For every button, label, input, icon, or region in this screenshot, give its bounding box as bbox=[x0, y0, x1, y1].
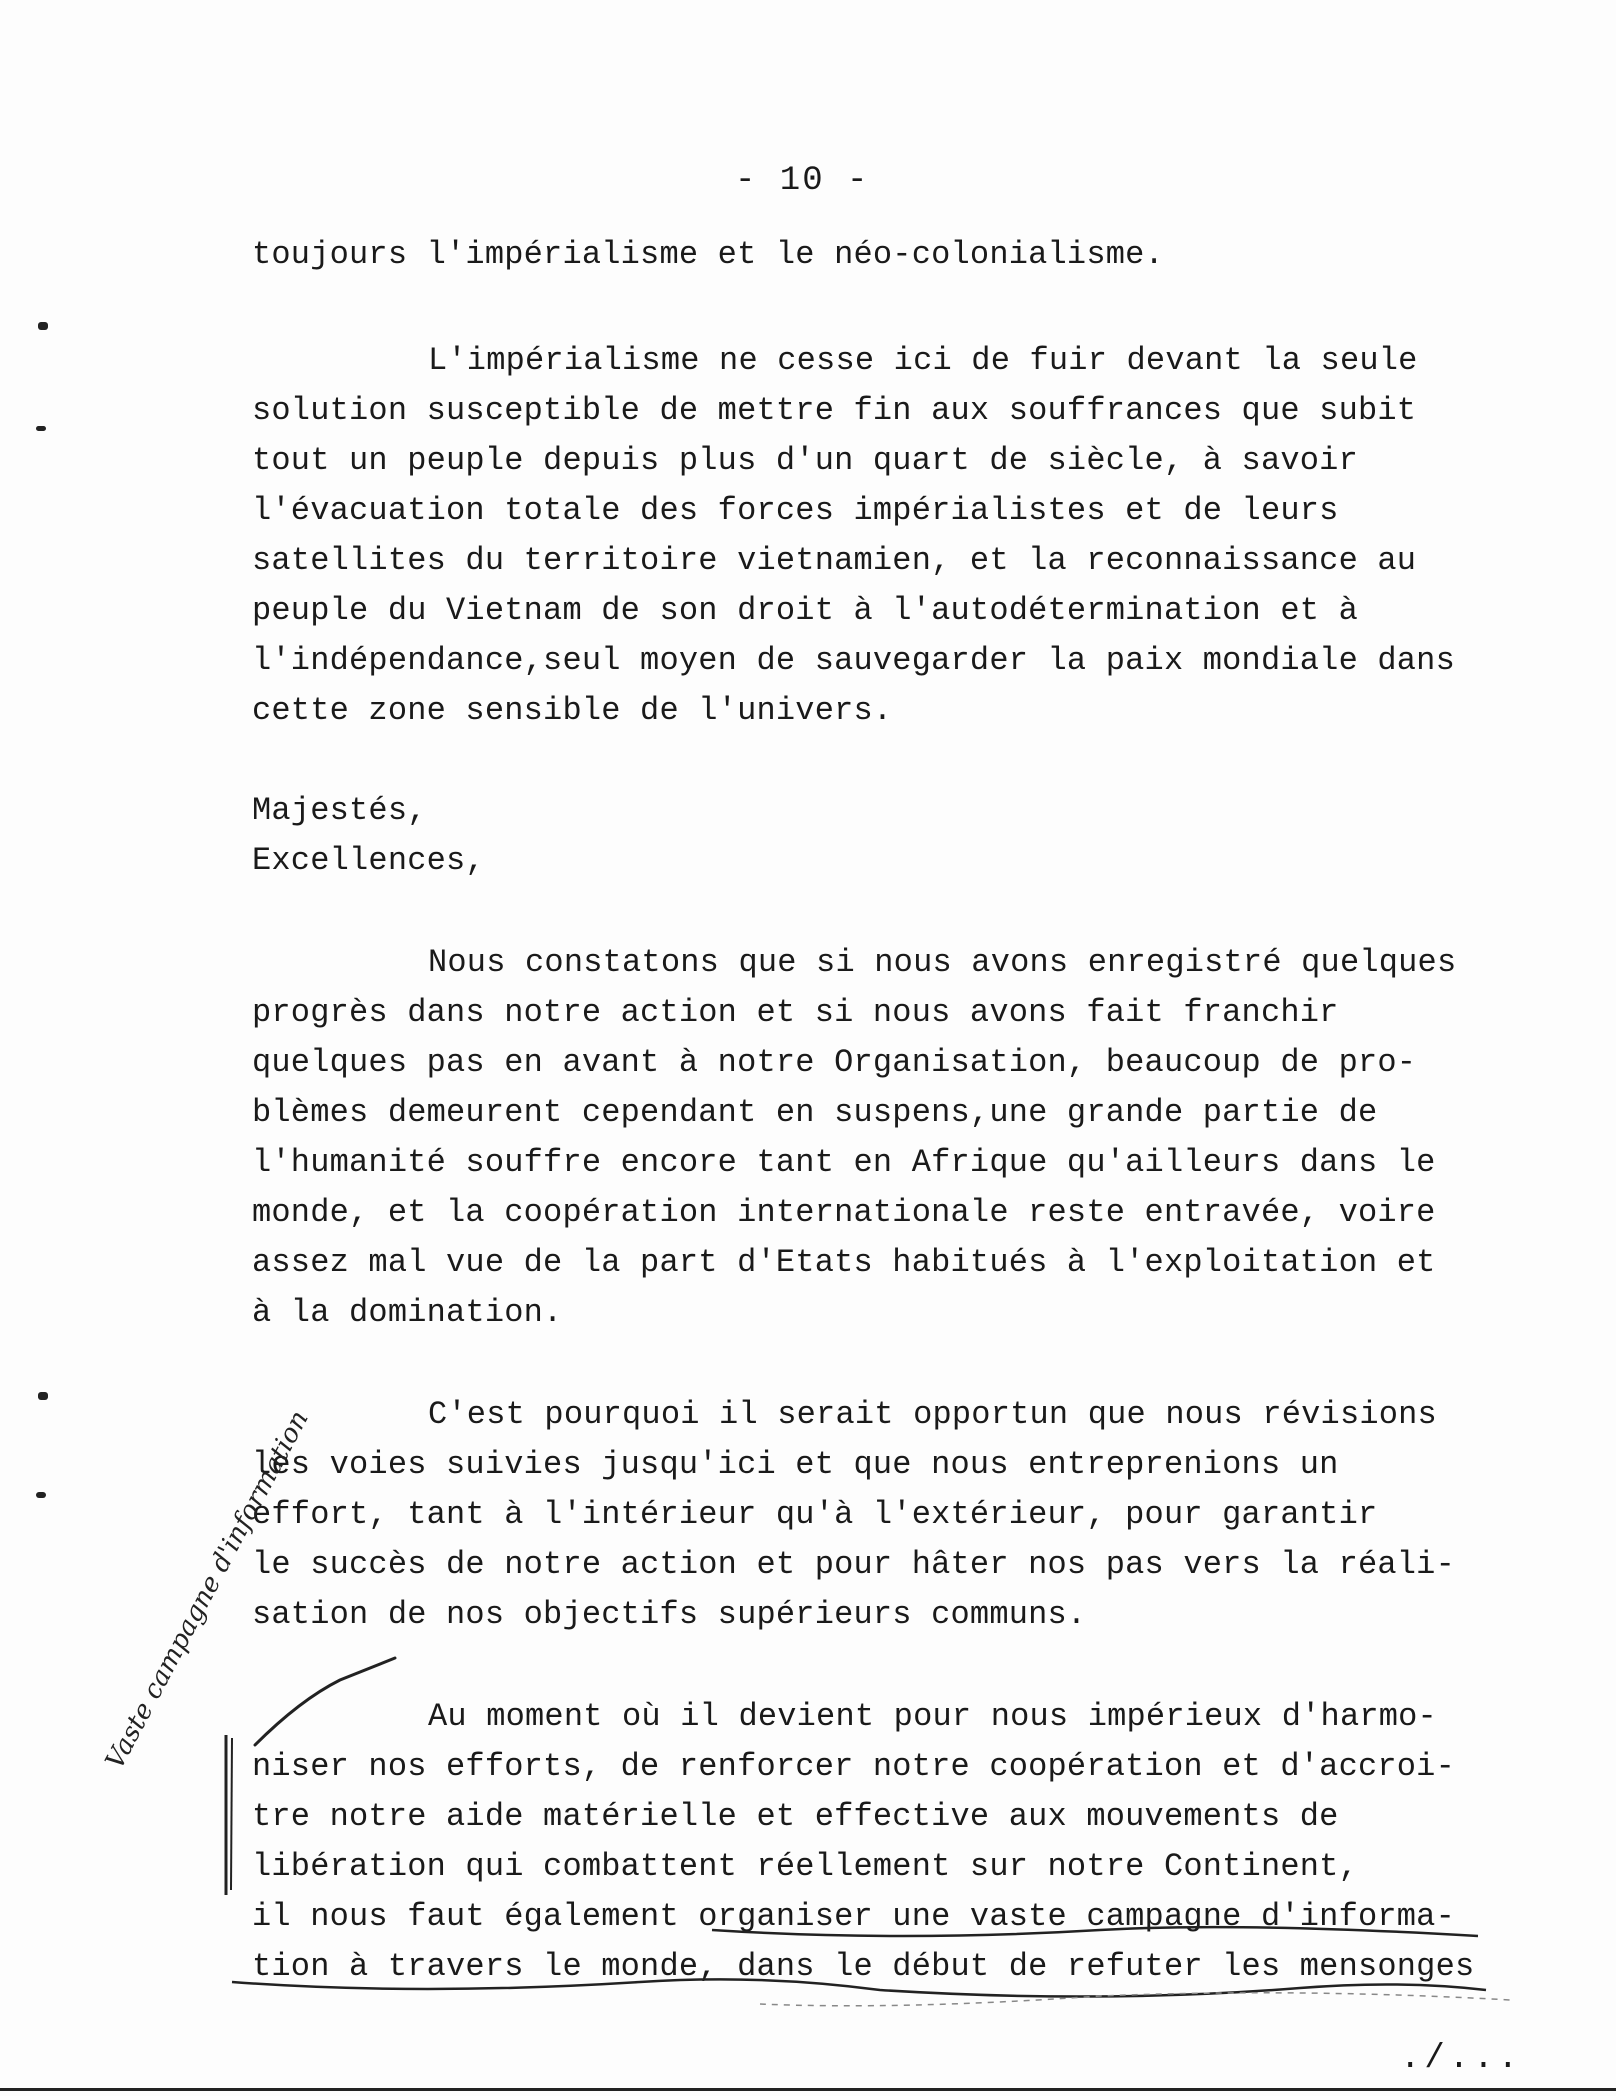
text-line: toujours l'impérialisme et le néo-colonialisme. bbox=[252, 236, 1164, 273]
text-line: niser nos efforts, de renforcer notre coopération et d'accroi- bbox=[252, 1748, 1455, 1785]
text-line: tre notre aide matérielle et effective aux mouvements de bbox=[252, 1798, 1339, 1835]
text-line: libération qui combattent réellement sur notre Continent, bbox=[252, 1848, 1358, 1885]
margin-speck bbox=[38, 322, 48, 330]
margin-speck bbox=[36, 426, 46, 431]
text-line: cette zone sensible de l'univers. bbox=[252, 692, 893, 729]
text-line: peuple du Vietnam de son droit à l'autodétermination et à bbox=[252, 592, 1358, 629]
text-line: satellites du territoire vietnamien, et la reconnaissance au bbox=[252, 542, 1417, 579]
text-line: l'humanité souffre encore tant en Afrique qu'ailleurs dans le bbox=[252, 1144, 1436, 1181]
salutation-line: Excellences, bbox=[252, 842, 485, 879]
margin-speck bbox=[36, 1492, 46, 1498]
continuation-mark: ./... bbox=[1400, 2040, 1523, 2078]
text-line: le succès de notre action et pour hâter nos pas vers la réali- bbox=[252, 1546, 1455, 1583]
text-line: Nous constatons que si nous avons enregistré quelques bbox=[428, 944, 1457, 981]
handwritten-annotation: Vaste campagne d'information bbox=[100, 1405, 315, 1775]
page-bottom-rule bbox=[0, 2088, 1616, 2091]
text-line: L'impérialisme ne cesse ici de fuir devant la seule bbox=[428, 342, 1418, 379]
text-line: tion à travers le monde, dans le début de refuter les mensonges bbox=[252, 1948, 1475, 1985]
text-line: monde, et la coopération internationale reste entravée, voire bbox=[252, 1194, 1436, 1231]
text-line: l'indépendance,seul moyen de sauvegarder la paix mondiale dans bbox=[252, 642, 1455, 679]
text-line: effort, tant à l'intérieur qu'à l'extérieur, pour garantir bbox=[252, 1496, 1378, 1533]
text-line: assez mal vue de la part d'Etats habitués à l'exploitation et bbox=[252, 1244, 1436, 1281]
text-line: blèmes demeurent cependant en suspens,une grande partie de bbox=[252, 1094, 1378, 1131]
text-line: il nous faut également organiser une vaste campagne d'informa- bbox=[252, 1898, 1455, 1935]
text-line: Au moment où il devient pour nous impérieux d'harmo- bbox=[428, 1698, 1437, 1735]
text-line: les voies suivies jusqu'ici et que nous entreprenions un bbox=[252, 1446, 1339, 1483]
salutation-line: Majestés, bbox=[252, 792, 427, 829]
text-line: tout un peuple depuis plus d'un quart de siècle, à savoir bbox=[252, 442, 1358, 479]
text-line: à la domination. bbox=[252, 1294, 563, 1331]
text-line: quelques pas en avant à notre Organisation, beaucoup de pro- bbox=[252, 1044, 1417, 1081]
margin-speck bbox=[38, 1392, 48, 1400]
text-line: l'évacuation totale des forces impérialistes et de leurs bbox=[252, 492, 1339, 529]
text-line: C'est pourquoi il serait opportun que nous révisions bbox=[428, 1396, 1437, 1433]
page-number: - 10 - bbox=[735, 162, 870, 200]
text-line: solution susceptible de mettre fin aux souffrances que subit bbox=[252, 392, 1417, 429]
text-line: progrès dans notre action et si nous avons fait franchir bbox=[252, 994, 1339, 1031]
text-line: sation de nos objectifs supérieurs communs. bbox=[252, 1596, 1087, 1633]
